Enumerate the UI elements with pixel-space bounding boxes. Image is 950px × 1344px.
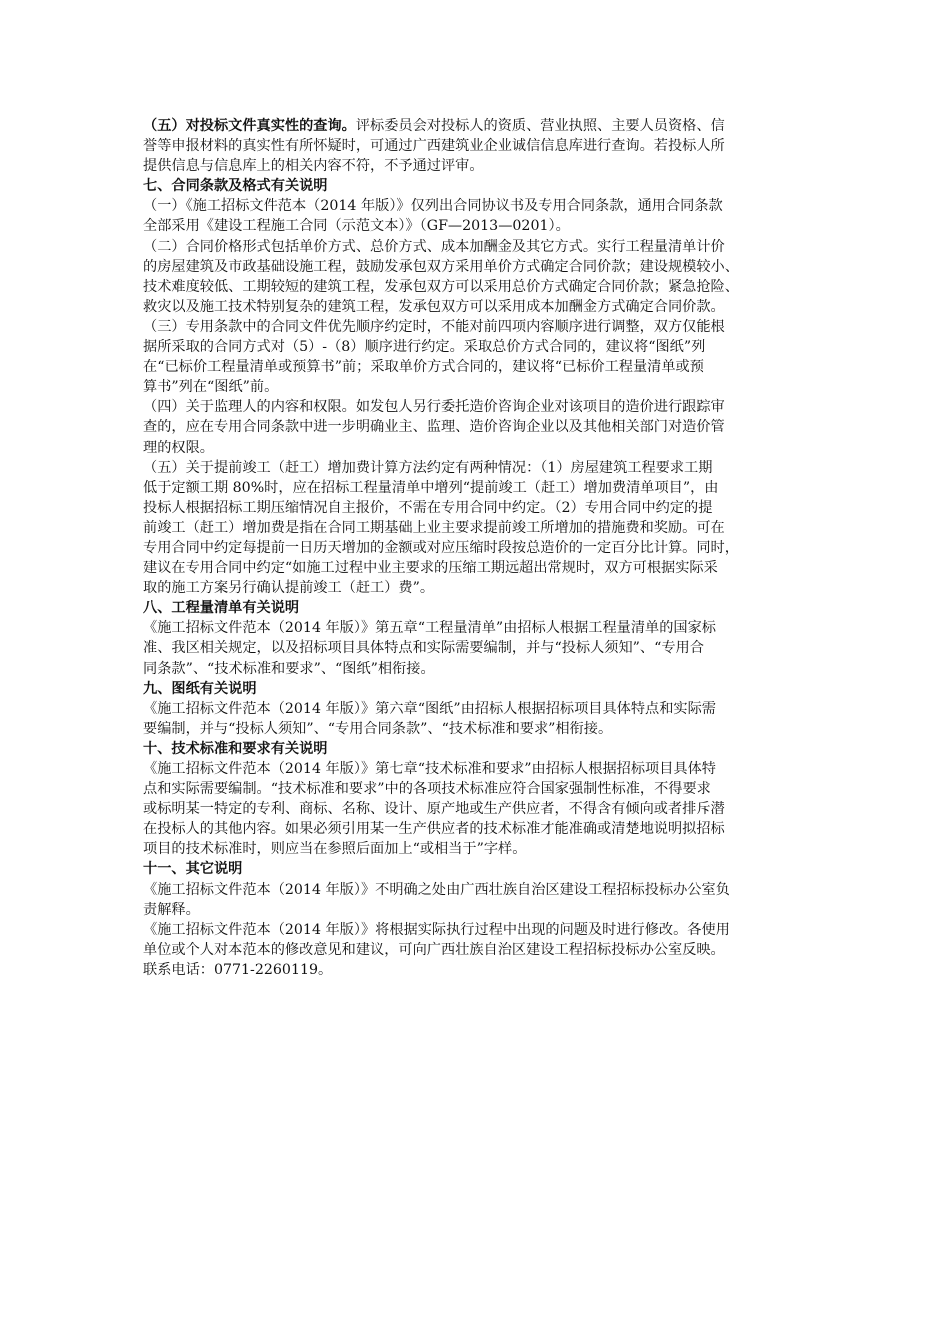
paragraph-9: 《施工招标文件范本（2014 年版）》第六章“图纸”由招标人根据招标项目具体特点和实际需 要编制，并与“投标人须知”、“专用合同条款”、“技术标准和要求”相衔接。 bbox=[143, 700, 716, 737]
section-5-text: 评标委员会对投标人的资质、营业执照、主要人员资格、信 誉等申报材料的真实性有所怀疑时，可通过广西建筑业企业诚信信息库进行查询。若投标人所 提供信息与信息库上的相关内容不符，不予通过评审。 bbox=[143, 118, 725, 175]
heading-9: 九、图纸有关说明 bbox=[143, 680, 257, 697]
paragraph-7-2: （二）合同价格形式包括单价方式、总价方式、成本加酬金及其它方式。实行工程量清单计价 的房屋建筑及市政基础设施工程，鼓励发承包双方采用单价方式确定合同价款；建设规模较小、 技术难度较低、工期较短的建筑工程，发承包双方可以采用总价方式确定合同价款；紧急抢险、 救灾以及施工技术特别复杂的建筑工程，发承包双方可以采用成本加酬金方式确定合同价款。 bbox=[143, 238, 739, 315]
paragraph-7-3: （三）专用条款中的合同文件优先顺序约定时，不能对前四项内容顺序进行调整，双方仅能根 据所采取的合同方式对（5）-（8）顺序进行约定。采取总价方式合同的，建议将“图纸”列 在“已标价工程量清单或预算书”前；采取单价方式合同的，建议将“已标价工程量清单或预 算书”列在“图纸”前。 bbox=[143, 318, 725, 396]
document-body bbox=[143, 116, 843, 980]
section-5-lead: （五）对投标文件真实性的查询。 bbox=[143, 118, 356, 134]
paragraph-11-2: 《施工招标文件范本（2014 年版）》将根据实际执行过程中出现的问题及时进行修改。各使用 单位或个人对本范本的修改意见和建议，可向广西壮族自治区建设工程招标投标办公室反映。 联系电话：0771-2260119。 bbox=[143, 921, 730, 978]
heading-11: 十一、其它说明 bbox=[143, 861, 243, 878]
paragraph-7-1: （一）《施工招标文件范本（2014 年版）》仅列出合同协议书及专用合同条款，通用合同条款 全部采用《建设工程施工合同（示范文本）》（GF—2013—0201）。 bbox=[143, 198, 723, 235]
paragraph-7-5: （五）关于提前竣工（赶工）增加费计算方法约定有两种情况：（1）房屋建筑工程要求工期 低于定额工期 80%时，应在招标工程量清单中增列“提前竣工（赶工）增加费清单项目”，由 投标人根据招标工期压缩情况自主报价，不需在专用合同中约定。（2）专用合同中约定的提 前竣工（赶工）增加费是指在合同工期基础上业主要求提前竣工所增加的措施费和奖励。可在 专用合同中约定每提前一日历天增加的金额或对应压缩时段按总造价的一定百分比计算。同时， 建议在专用合同中约定“如施工过程中业主要求的压缩工期远超出常规时，双方可根据实际采 取的施工方案另行确认提前竣工（赶工）费”。 bbox=[143, 459, 739, 597]
paragraph-11-1: 《施工招标文件范本（2014 年版）》不明确之处由广西壮族自治区建设工程招标投标办公室负 责解释。 bbox=[143, 881, 730, 918]
heading-7: 七、合同条款及格式有关说明 bbox=[143, 178, 328, 195]
heading-8: 八、工程量清单有关说明 bbox=[143, 600, 300, 617]
section-5-paragraph bbox=[143, 116, 843, 176]
paragraph-7-4: （四）关于监理人的内容和权限。如发包人另行委托造价咨询企业对该项目的造价进行跟踪审 查的，应在专用合同条款中进一步明确业主、监理、造价咨询企业以及其他相关部门对造价管 理的权限。 bbox=[143, 399, 725, 456]
paragraph-10: 《施工招标文件范本（2014 年版）》第七章“技术标准和要求”由招标人根据招标项目具体特 点和实际需要编制。“技术标准和要求”中的各项技术标准应符合国家强制性标准，不得要求 或标明某一特定的专利、商标、名称、设计、原产地或生产供应者，不得含有倾向或者排斥潜 在投标人的其他内容。如果必须引用某一生产供应者的技术标准才能准确或清楚地说明拟招标 项目的技术标准时，则应当在参照后面加上“或相当于”字样。 bbox=[143, 761, 725, 858]
heading-10: 十、技术标准和要求有关说明 bbox=[143, 740, 328, 757]
paragraph-8: 《施工招标文件范本（2014 年版）》第五章“工程量清单”由招标人根据工程量清单的国家标 准、我区相关规定，以及招标项目具体特点和实际需要编制，并与“投标人须知”、“专用合 同条款”、“技术标准和要求”、“图纸”相衔接。 bbox=[143, 620, 716, 677]
